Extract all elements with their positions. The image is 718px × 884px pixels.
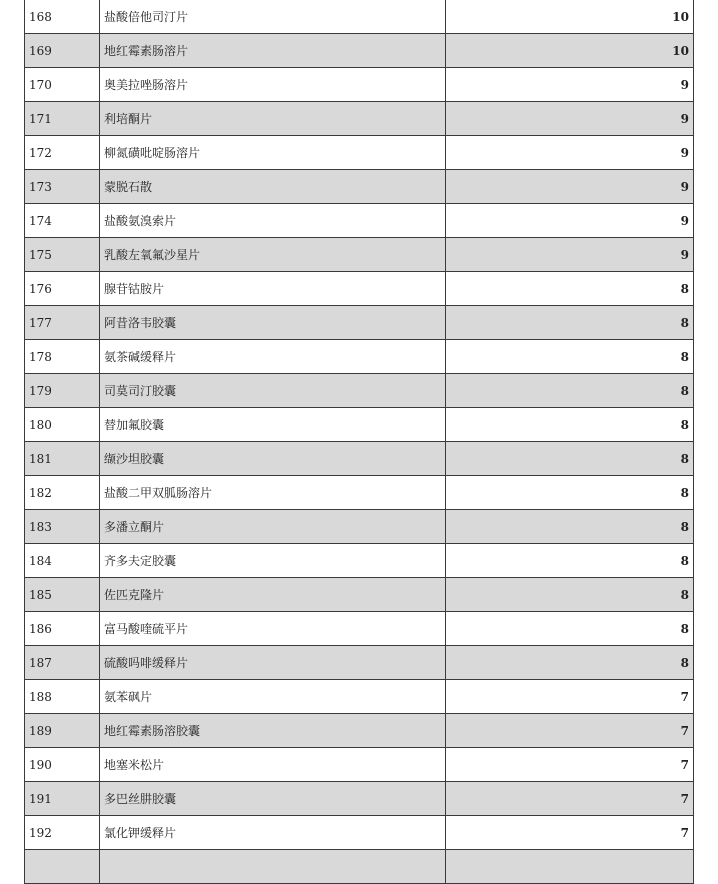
drug-count: 9 xyxy=(446,204,694,238)
drug-name: 地红霉素肠溶片 xyxy=(100,34,446,68)
drug-count: 8 xyxy=(446,272,694,306)
table-body xyxy=(25,0,694,884)
table-row xyxy=(25,510,694,544)
row-number: 179 xyxy=(25,374,100,408)
row-number: 178 xyxy=(25,340,100,374)
table-row xyxy=(25,306,694,340)
drug-name: 氨苯砜片 xyxy=(100,680,446,714)
drug-count: 7 xyxy=(446,816,694,850)
drug-name: 富马酸喹硫平片 xyxy=(100,612,446,646)
row-number: 185 xyxy=(25,578,100,612)
row-number: 168 xyxy=(25,0,100,34)
table-row xyxy=(25,408,694,442)
row-number: 192 xyxy=(25,816,100,850)
drug-name: 奥美拉唑肠溶片 xyxy=(100,68,446,102)
drug-name: 氨茶碱缓释片 xyxy=(100,340,446,374)
drug-count: 8 xyxy=(446,578,694,612)
drug-name: 盐酸氨溴索片 xyxy=(100,204,446,238)
row-number: 176 xyxy=(25,272,100,306)
drug-name: 替加氟胶囊 xyxy=(100,408,446,442)
table-row xyxy=(25,646,694,680)
row-number-empty xyxy=(25,850,100,884)
drug-count: 9 xyxy=(446,238,694,272)
drug-name: 多巴丝肼胶囊 xyxy=(100,782,446,816)
row-number: 174 xyxy=(25,204,100,238)
drug-name: 多潘立酮片 xyxy=(100,510,446,544)
table-row xyxy=(25,816,694,850)
table-row xyxy=(25,544,694,578)
table-row-partial xyxy=(25,850,694,884)
drug-name: 氯化钾缓释片 xyxy=(100,816,446,850)
row-number: 188 xyxy=(25,680,100,714)
table-row xyxy=(25,136,694,170)
row-number: 190 xyxy=(25,748,100,782)
drug-count: 7 xyxy=(446,748,694,782)
drug-count-empty xyxy=(446,850,694,884)
table-row xyxy=(25,204,694,238)
table-row xyxy=(25,374,694,408)
table-row xyxy=(25,170,694,204)
table-row xyxy=(25,34,694,68)
drug-name: 齐多夫定胶囊 xyxy=(100,544,446,578)
table-row xyxy=(25,476,694,510)
drug-name: 佐匹克隆片 xyxy=(100,578,446,612)
row-number: 170 xyxy=(25,68,100,102)
drug-count: 9 xyxy=(446,136,694,170)
drug-name: 地红霉素肠溶胶囊 xyxy=(100,714,446,748)
drug-name: 柳氮磺吡啶肠溶片 xyxy=(100,136,446,170)
drug-count: 8 xyxy=(446,340,694,374)
drug-ranking-table xyxy=(24,0,694,884)
row-number: 186 xyxy=(25,612,100,646)
drug-count: 9 xyxy=(446,102,694,136)
drug-count: 7 xyxy=(446,714,694,748)
drug-count: 8 xyxy=(446,476,694,510)
table-row xyxy=(25,238,694,272)
table-row xyxy=(25,612,694,646)
drug-count: 10 xyxy=(446,0,694,34)
row-number: 171 xyxy=(25,102,100,136)
table-row xyxy=(25,782,694,816)
drug-name: 盐酸倍他司汀片 xyxy=(100,0,446,34)
drug-name: 蒙脱石散 xyxy=(100,170,446,204)
row-number: 187 xyxy=(25,646,100,680)
drug-count: 9 xyxy=(446,170,694,204)
drug-name: 硫酸吗啡缓释片 xyxy=(100,646,446,680)
table-row xyxy=(25,714,694,748)
drug-count: 7 xyxy=(446,782,694,816)
drug-ranking-table-container xyxy=(24,0,694,884)
row-number: 182 xyxy=(25,476,100,510)
row-number: 172 xyxy=(25,136,100,170)
drug-count: 7 xyxy=(446,680,694,714)
table-row xyxy=(25,0,694,34)
row-number: 173 xyxy=(25,170,100,204)
table-row xyxy=(25,102,694,136)
drug-count: 8 xyxy=(446,408,694,442)
drug-count: 8 xyxy=(446,306,694,340)
table-row xyxy=(25,578,694,612)
drug-count: 8 xyxy=(446,442,694,476)
table-row xyxy=(25,340,694,374)
drug-name: 盐酸二甲双胍肠溶片 xyxy=(100,476,446,510)
drug-count: 8 xyxy=(446,510,694,544)
table-row xyxy=(25,680,694,714)
table-row xyxy=(25,442,694,476)
row-number: 177 xyxy=(25,306,100,340)
drug-count: 8 xyxy=(446,646,694,680)
row-number: 189 xyxy=(25,714,100,748)
row-number: 169 xyxy=(25,34,100,68)
drug-count: 8 xyxy=(446,612,694,646)
row-number: 181 xyxy=(25,442,100,476)
row-number: 183 xyxy=(25,510,100,544)
row-number: 191 xyxy=(25,782,100,816)
drug-name: 缬沙坦胶囊 xyxy=(100,442,446,476)
drug-name: 乳酸左氧氟沙星片 xyxy=(100,238,446,272)
drug-count: 10 xyxy=(446,34,694,68)
table-row xyxy=(25,748,694,782)
drug-name: 阿昔洛韦胶囊 xyxy=(100,306,446,340)
drug-count: 9 xyxy=(446,68,694,102)
drug-count: 8 xyxy=(446,374,694,408)
row-number: 180 xyxy=(25,408,100,442)
drug-count: 8 xyxy=(446,544,694,578)
row-number: 175 xyxy=(25,238,100,272)
drug-name: 腺苷钴胺片 xyxy=(100,272,446,306)
table-row xyxy=(25,272,694,306)
drug-name: 利培酮片 xyxy=(100,102,446,136)
drug-name-empty xyxy=(100,850,446,884)
drug-name: 地塞米松片 xyxy=(100,748,446,782)
row-number: 184 xyxy=(25,544,100,578)
drug-name: 司莫司汀胶囊 xyxy=(100,374,446,408)
table-row xyxy=(25,68,694,102)
